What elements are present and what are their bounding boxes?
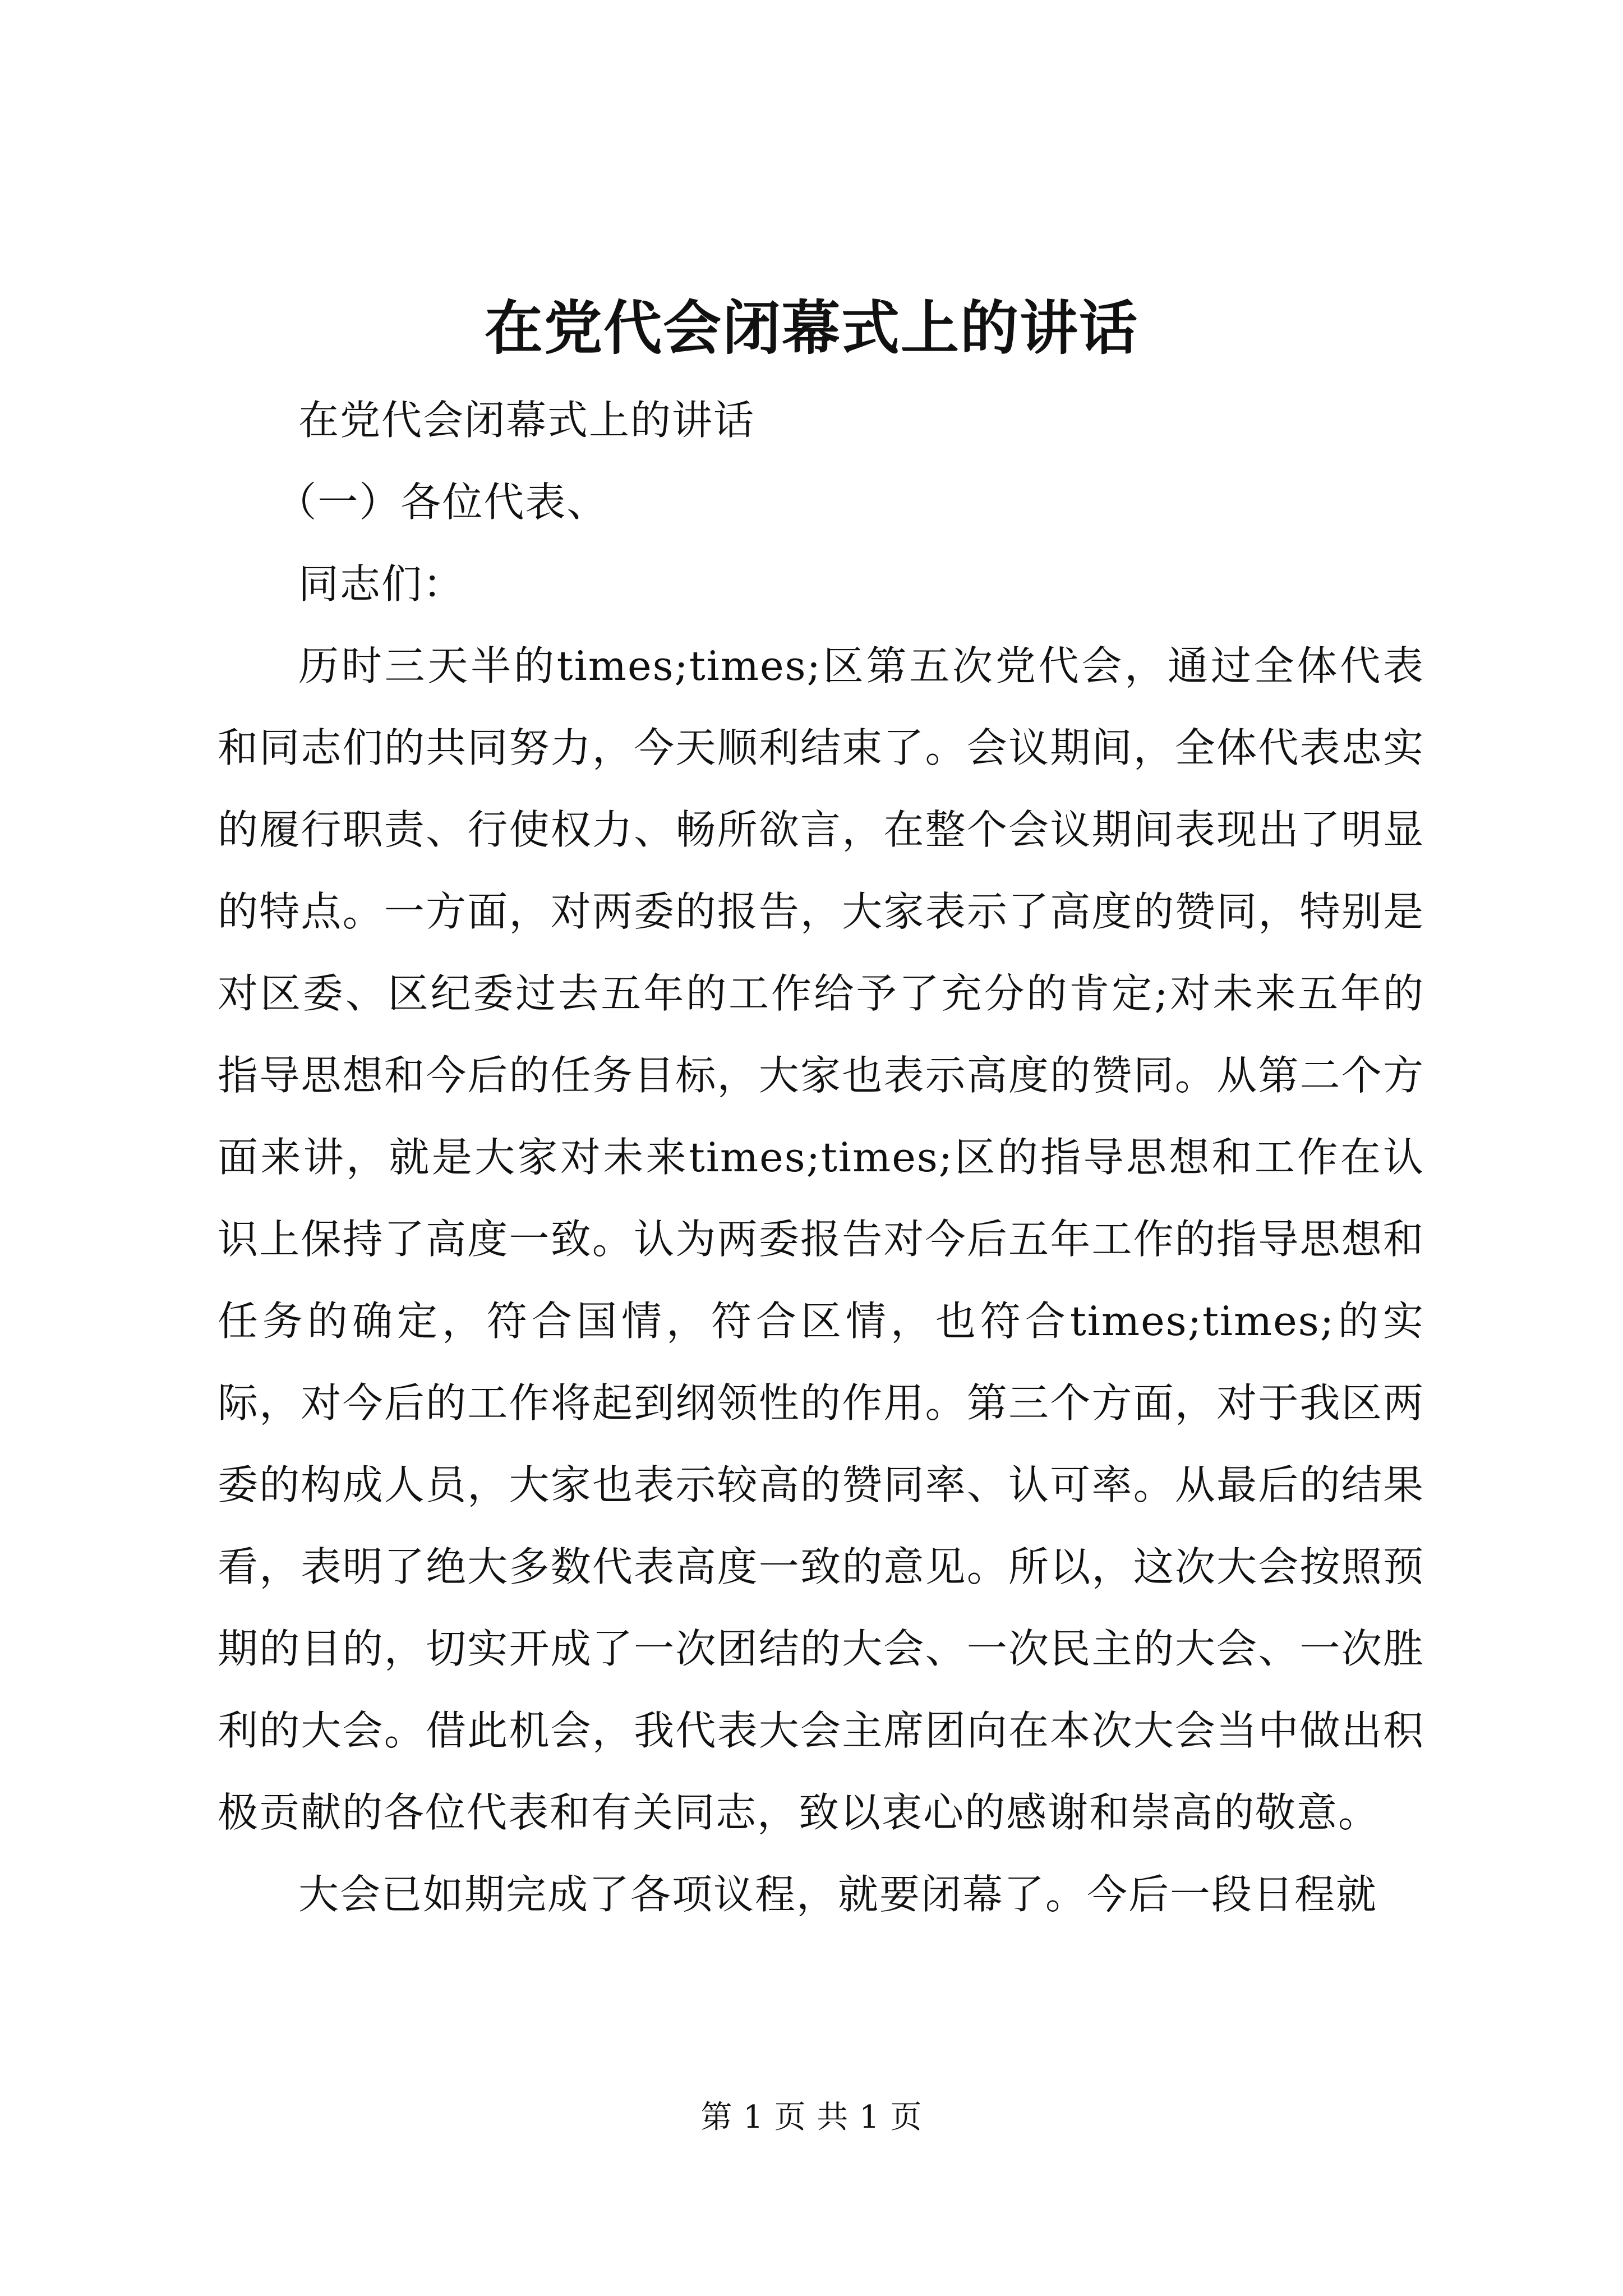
paragraph-closing: 大会已如期完成了各项议程，就要闭幕了。今后一段日程就 bbox=[298, 1871, 1378, 1918]
paragraph-salutation-1: （一）各位代表、 bbox=[276, 478, 608, 526]
document-body bbox=[218, 379, 1424, 1935]
paragraph-salutation-2: 同志们： bbox=[298, 560, 465, 608]
document-title: 在党代会闭幕式上的讲话 bbox=[484, 293, 1138, 362]
paragraph-main: 历时三天半的times;times;区第五次党代会，通过全体代表和同志们的共同努力，今天顺利结束了。会议期间，全体代表忠实的履行职责、行使权力、畅所欲言，在整个会议期间表现出了明显的特点。一方面，对两委的报告，大家表示了高度的赞同，特别是对区委、区纪委过去五年的工作给予了充分的肯定;对未来五年的指导思想和今后的任务目标，大家也表示高度的赞同。从第二个方面来讲，就是大家对未来times;times;区的指导思想和工作在认识上保持了高度一致。认为两委报告对今后五年工作的指导思想和任务的确定，符合国情，符合区情，也符合times;times;的实际，对今后的工作将起到纲领性的作用。第三个方面，对于我区两委的构成人员，大家也表示较高的赞同率、认可率。从最后的结果看，表明了绝大多数代表高度一致的意见。所以，这次大会按照预期的目的，切实开成了一次团结的大会、一次民主的大会、一次胜利的大会。借此机会，我代表大会主席团向在本次大会当中做出积极贡献的各位代表和有关同志，致以衷心的感谢和崇高的敬意。 bbox=[218, 642, 1424, 1836]
paragraph-subtitle: 在党代会闭幕式上的讲话 bbox=[298, 397, 755, 444]
page-footer: 第 1 页 共 1 页 bbox=[700, 2099, 923, 2136]
